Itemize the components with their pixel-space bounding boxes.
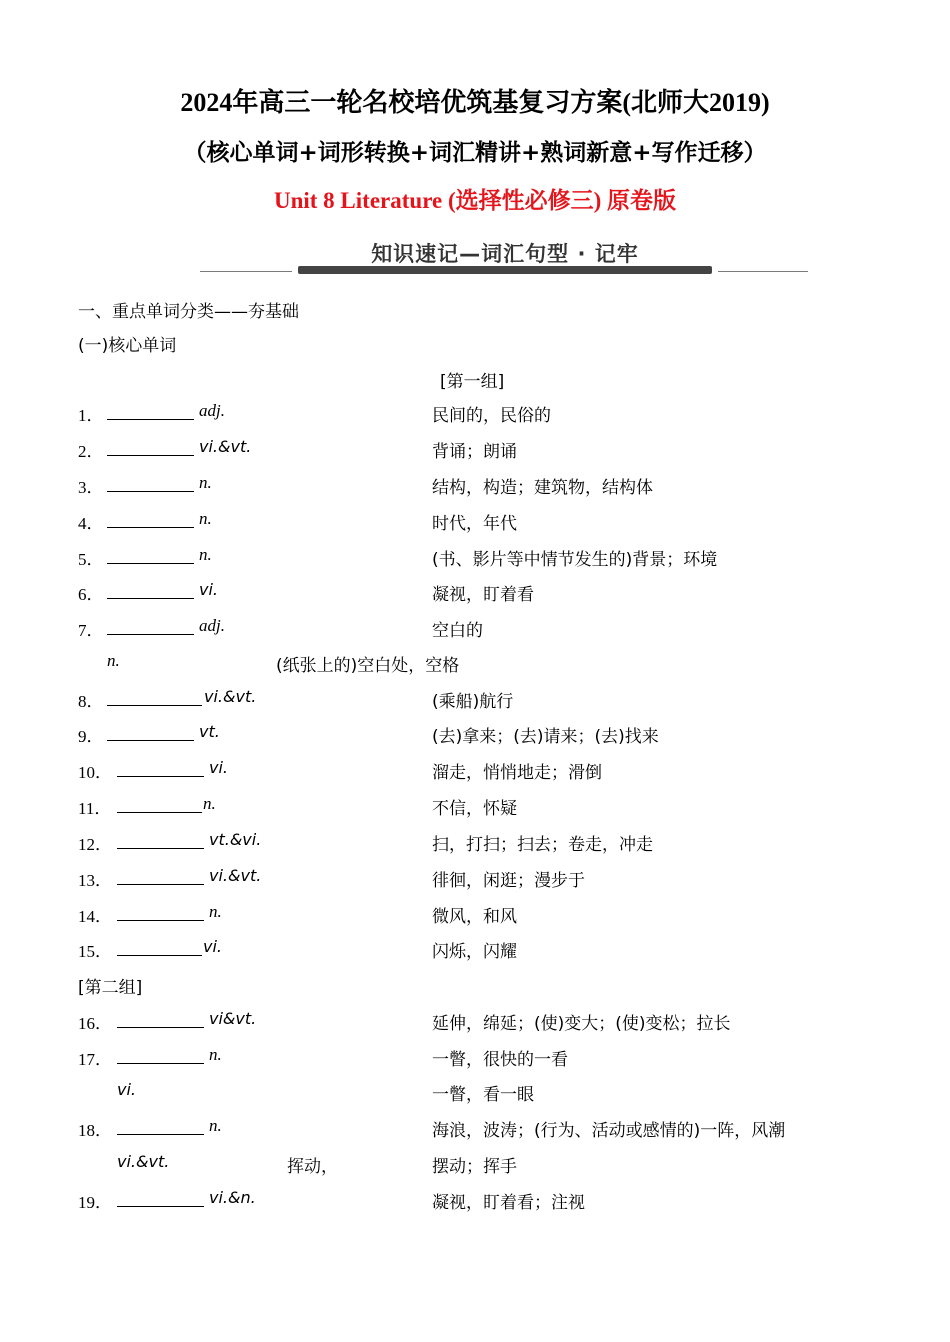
list-item-continuation: [0, 1152, 950, 1178]
answer-blank[interactable]: [117, 1188, 204, 1207]
answer-blank[interactable]: [107, 722, 194, 741]
list-item: [0, 1045, 950, 1071]
part-of-speech: n.: [209, 902, 222, 921]
answer-blank[interactable]: [107, 687, 202, 706]
section-banner: [200, 236, 808, 280]
part-of-speech: vi.: [209, 758, 228, 777]
list-item: [0, 401, 950, 427]
part-of-speech: n.: [199, 509, 212, 528]
part-of-speech: vi.: [117, 1080, 136, 1099]
answer-blank[interactable]: [107, 580, 194, 599]
item-number: 4．: [78, 514, 104, 533]
answer-blank[interactable]: [117, 1045, 204, 1064]
list-item: [0, 722, 950, 748]
list-item: [0, 473, 950, 499]
meaning: (去)拿来；(去)请来；(去)找来: [432, 727, 659, 747]
item-number: 16．: [78, 1014, 112, 1033]
meaning: 微风，和风: [432, 907, 517, 927]
meaning: 结构，构造；建筑物，结构体: [432, 478, 653, 498]
meaning: 不信，怀疑: [432, 799, 517, 819]
group-label-1: [第一组]: [440, 372, 505, 392]
list-item: [0, 437, 950, 463]
part-of-speech: vi.&vt.: [204, 687, 257, 706]
item-number: 10．: [78, 763, 112, 782]
list-item: [0, 830, 950, 856]
list-item: [0, 937, 950, 963]
part-of-speech: vt.: [199, 722, 220, 741]
item-number: 14．: [78, 907, 112, 926]
answer-blank[interactable]: [107, 545, 194, 564]
answer-blank[interactable]: [107, 473, 194, 492]
meaning: 徘徊，闲逛；漫步于: [432, 871, 585, 891]
item-number: 9．: [78, 727, 104, 746]
item-number: 6．: [78, 585, 104, 604]
document-title: 2024年高三一轮名校培优筑基复习方案(北师大2019): [180, 88, 770, 117]
list-item: [0, 794, 950, 820]
part-of-speech: vi.&n.: [209, 1188, 256, 1207]
item-number: 1．: [78, 406, 104, 425]
part-of-speech: vi.: [199, 580, 218, 599]
answer-blank[interactable]: [107, 437, 194, 456]
banner-label: 知识速记—词汇句型 · 记牢: [371, 242, 639, 266]
item-number: 13．: [78, 871, 112, 890]
part-of-speech: n.: [209, 1116, 222, 1135]
subsection-heading: (一)核心单词: [78, 336, 177, 356]
part-of-speech: n.: [107, 651, 120, 670]
meaning: (书、影片等中情节发生的)背景；环境: [432, 550, 718, 570]
part-of-speech: adj.: [199, 616, 225, 635]
part-of-speech: vt.&vi.: [209, 830, 262, 849]
banner-line-left: [200, 271, 292, 272]
list-item: [0, 1116, 950, 1142]
meaning: 延伸，绵延；(使)变大；(使)变松；拉长: [432, 1014, 731, 1034]
meaning: 扫，打扫；扫去；卷走，冲走: [432, 835, 653, 855]
meaning: 时代，年代: [432, 514, 517, 534]
banner-line-right: [718, 271, 808, 272]
item-number: 17．: [78, 1050, 112, 1069]
part-of-speech: adj.: [199, 401, 225, 420]
answer-blank[interactable]: [117, 866, 204, 885]
list-item: [0, 687, 950, 713]
part-of-speech: n.: [199, 473, 212, 492]
section-heading: 一、重点单词分类——夯基础: [78, 302, 299, 322]
part-of-speech: n.: [199, 545, 212, 564]
item-number: 8．: [78, 692, 104, 711]
meaning: 闪烁，闪耀: [432, 942, 517, 962]
document-subtitle: （核心单词+词形转换+词汇精讲+熟词新意+写作迁移）: [183, 140, 767, 166]
meaning: 凝视，盯着看；注视: [432, 1193, 585, 1213]
item-number: 12．: [78, 835, 112, 854]
part-of-speech: vi.&vt.: [209, 866, 262, 885]
list-item-continuation: [0, 651, 950, 677]
item-number: 11．: [78, 799, 112, 818]
item-number: 7．: [78, 621, 104, 640]
list-item: [0, 580, 950, 606]
meaning: 挥动，: [287, 1157, 338, 1177]
meaning: 海浪，波涛；(行为、活动或感情的)一阵，风潮: [432, 1121, 786, 1141]
meaning: (纸张上的)空白处，空格: [276, 656, 460, 676]
meaning: 摆动；挥手: [432, 1157, 517, 1177]
list-item: [0, 1009, 950, 1035]
list-item: [0, 758, 950, 784]
part-of-speech: vi&vt.: [209, 1009, 257, 1028]
answer-blank[interactable]: [117, 794, 202, 813]
part-of-speech: n.: [209, 1045, 222, 1064]
answer-blank[interactable]: [107, 616, 194, 635]
list-item: [0, 1188, 950, 1214]
list-item: [0, 616, 950, 642]
answer-blank[interactable]: [117, 1009, 204, 1028]
part-of-speech: vi.&vt.: [199, 437, 252, 456]
answer-blank[interactable]: [107, 401, 194, 420]
group-label-2: [第二组]: [78, 978, 143, 998]
answer-blank[interactable]: [117, 758, 204, 777]
answer-blank[interactable]: [117, 902, 204, 921]
meaning: 一瞥，看一眼: [432, 1085, 534, 1105]
meaning: 空白的: [432, 621, 483, 641]
meaning: 背诵；朗诵: [432, 442, 517, 462]
unit-heading: Unit 8 Literature (选择性必修三) 原卷版: [273, 188, 677, 213]
item-number: 3．: [78, 478, 104, 497]
item-number: 18．: [78, 1121, 112, 1140]
meaning: 民间的，民俗的: [432, 406, 551, 426]
list-item: [0, 545, 950, 571]
meaning: 凝视，盯着看: [432, 585, 534, 605]
part-of-speech: n.: [203, 794, 216, 813]
list-item: [0, 509, 950, 535]
meaning: 溜走，悄悄地走；滑倒: [432, 763, 602, 783]
answer-blank[interactable]: [107, 509, 194, 528]
part-of-speech: vi.: [203, 937, 222, 956]
list-item: [0, 902, 950, 928]
answer-blank[interactable]: [117, 937, 202, 956]
item-number: 15．: [78, 942, 112, 961]
part-of-speech: vi.&vt.: [117, 1152, 170, 1171]
list-item: [0, 866, 950, 892]
answer-blank[interactable]: [117, 1116, 204, 1135]
item-number: 19．: [78, 1193, 112, 1212]
list-item-continuation: [0, 1080, 950, 1106]
item-number: 5．: [78, 550, 104, 569]
item-number: 2．: [78, 442, 104, 461]
meaning: 一瞥，很快的一看: [432, 1050, 568, 1070]
answer-blank[interactable]: [117, 830, 204, 849]
meaning: (乘船)航行: [432, 692, 514, 712]
